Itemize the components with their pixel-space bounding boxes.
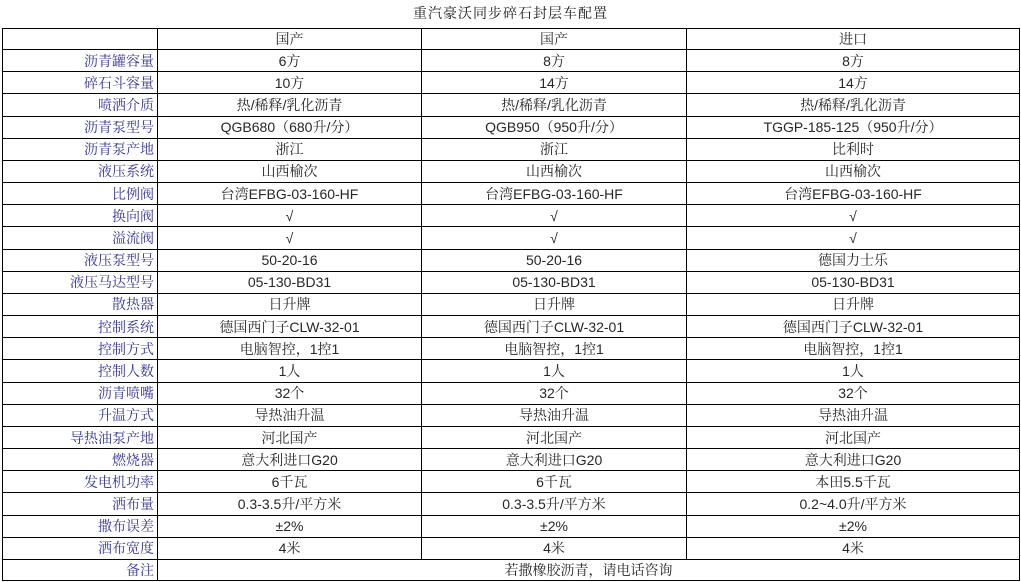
table-row	[3, 293, 1020, 315]
row-value: 32个	[158, 382, 422, 404]
table-row	[3, 72, 1020, 94]
table-row	[3, 183, 1020, 205]
row-label: 液压泵型号	[3, 249, 158, 271]
row-value: 0.2~4.0升/平方米	[687, 493, 1020, 515]
header-row	[3, 29, 1020, 50]
row-label: 喷洒介质	[3, 94, 158, 116]
row-value: 0.3-3.5升/平方米	[422, 493, 687, 515]
row-value: 4米	[687, 537, 1020, 559]
table-row	[3, 116, 1020, 138]
row-label: 控制方式	[3, 338, 158, 360]
header-cell-empty	[3, 29, 158, 50]
row-value: √	[687, 227, 1020, 249]
row-label: 液压系统	[3, 160, 158, 182]
row-value: 河北国产	[422, 426, 687, 448]
row-value: 本田5.5千瓦	[687, 471, 1020, 493]
table-row	[3, 316, 1020, 338]
row-value: QGB680（680升/分）	[158, 116, 422, 138]
table-row	[3, 382, 1020, 404]
row-value: 电脑智控，1控1	[687, 338, 1020, 360]
row-value: 50-20-16	[422, 249, 687, 271]
row-value: 电脑智控，1控1	[422, 338, 687, 360]
row-value: 山西榆次	[158, 160, 422, 182]
row-value: 32个	[422, 382, 687, 404]
row-value: 50-20-16	[158, 249, 422, 271]
row-value: ±2%	[158, 515, 422, 537]
header-cell-domestic-2: 国产	[422, 29, 687, 50]
table-row	[3, 449, 1020, 471]
row-label: 换向阀	[3, 205, 158, 227]
row-label: 控制系统	[3, 316, 158, 338]
row-label: 发电机功率	[3, 471, 158, 493]
row-label: 洒布量	[3, 493, 158, 515]
row-value: √	[687, 205, 1020, 227]
table-row	[3, 94, 1020, 116]
row-label: 燃烧器	[3, 449, 158, 471]
row-label: 洒布宽度	[3, 537, 158, 559]
row-value: ±2%	[687, 515, 1020, 537]
row-value: 意大利进口G20	[422, 449, 687, 471]
row-value: 导热油升温	[687, 404, 1020, 426]
row-value: 德国力士乐	[687, 249, 1020, 271]
page-title: 重汽豪沃同步碎石封层车配置	[413, 5, 608, 21]
table-row	[3, 205, 1020, 227]
table-row	[3, 271, 1020, 293]
row-value: 05-130-BD31	[158, 271, 422, 293]
table-row	[3, 160, 1020, 182]
row-label: 沥青喷嘴	[3, 382, 158, 404]
row-value: 10方	[158, 72, 422, 94]
header-cell-domestic-1: 国产	[158, 29, 422, 50]
row-label: 沥青泵产地	[3, 138, 158, 160]
row-value: 台湾EFBG-03-160-HF	[158, 183, 422, 205]
table-row	[3, 227, 1020, 249]
row-value: 6方	[158, 50, 422, 72]
row-value: 意大利进口G20	[687, 449, 1020, 471]
row-value: 比利时	[687, 138, 1020, 160]
table-row	[3, 338, 1020, 360]
header-cell-imported: 进口	[687, 29, 1020, 50]
row-value: 德国西门子CLW-32-01	[687, 316, 1020, 338]
row-value: 05-130-BD31	[422, 271, 687, 293]
table-row	[3, 404, 1020, 426]
row-value: 山西榆次	[422, 160, 687, 182]
row-value: 日升牌	[687, 293, 1020, 315]
row-value: 05-130-BD31	[687, 271, 1020, 293]
table-row	[3, 515, 1020, 537]
row-value: 导热油升温	[158, 404, 422, 426]
row-value: 1人	[158, 360, 422, 382]
row-value: 热/稀释/乳化沥青	[422, 94, 687, 116]
table-row	[3, 50, 1020, 72]
row-value: QGB950（950升/分）	[422, 116, 687, 138]
row-value: 德国西门子CLW-32-01	[422, 316, 687, 338]
row-value: √	[422, 205, 687, 227]
row-value: 6千瓦	[158, 471, 422, 493]
row-label: 导热油泵产地	[3, 426, 158, 448]
row-label: 升温方式	[3, 404, 158, 426]
row-value: 6千瓦	[422, 471, 687, 493]
spec-table	[2, 28, 1020, 581]
note-row-label: 备注	[3, 560, 158, 581]
row-value: TGGP-185-125（950升/分）	[687, 116, 1020, 138]
row-value: 日升牌	[422, 293, 687, 315]
row-value: 8方	[422, 50, 687, 72]
row-value: 14方	[687, 72, 1020, 94]
row-label: 溢流阀	[3, 227, 158, 249]
row-value: 河北国产	[687, 426, 1020, 448]
table-row	[3, 471, 1020, 493]
row-label: 比例阀	[3, 183, 158, 205]
row-value: 浙江	[422, 138, 687, 160]
row-label: 散热器	[3, 293, 158, 315]
row-value: 32个	[687, 382, 1020, 404]
row-value: 1人	[687, 360, 1020, 382]
table-row	[3, 493, 1020, 515]
row-value: 电脑智控，1控1	[158, 338, 422, 360]
table-row	[3, 138, 1020, 160]
row-value: 14方	[422, 72, 687, 94]
row-value: 意大利进口G20	[158, 449, 422, 471]
row-value: √	[158, 205, 422, 227]
row-value: 热/稀释/乳化沥青	[687, 94, 1020, 116]
row-label: 沥青泵型号	[3, 116, 158, 138]
row-value: √	[158, 227, 422, 249]
row-value: 河北国产	[158, 426, 422, 448]
row-value: 日升牌	[158, 293, 422, 315]
row-value: 浙江	[158, 138, 422, 160]
table-row	[3, 249, 1020, 271]
row-value: 热/稀释/乳化沥青	[158, 94, 422, 116]
row-value: 4米	[158, 537, 422, 559]
row-value: 导热油升温	[422, 404, 687, 426]
table-row	[3, 360, 1020, 382]
row-label: 液压马达型号	[3, 271, 158, 293]
table-row	[3, 537, 1020, 559]
row-value: ±2%	[422, 515, 687, 537]
row-label: 控制人数	[3, 360, 158, 382]
row-value: √	[422, 227, 687, 249]
row-value: 1人	[422, 360, 687, 382]
row-label: 碎石斗容量	[3, 72, 158, 94]
row-value: 8方	[687, 50, 1020, 72]
row-value: 4米	[422, 537, 687, 559]
row-value: 0.3-3.5升/平方米	[158, 493, 422, 515]
note-text: 若撒橡胶沥青，请电话咨询	[158, 560, 1020, 581]
row-value: 德国西门子CLW-32-01	[158, 316, 422, 338]
row-label: 撒布误差	[3, 515, 158, 537]
row-value: 台湾EFBG-03-160-HF	[422, 183, 687, 205]
row-value: 山西榆次	[687, 160, 1020, 182]
row-value: 台湾EFBG-03-160-HF	[687, 183, 1020, 205]
row-label: 沥青罐容量	[3, 50, 158, 72]
note-row	[3, 560, 1020, 581]
table-row	[3, 426, 1020, 448]
